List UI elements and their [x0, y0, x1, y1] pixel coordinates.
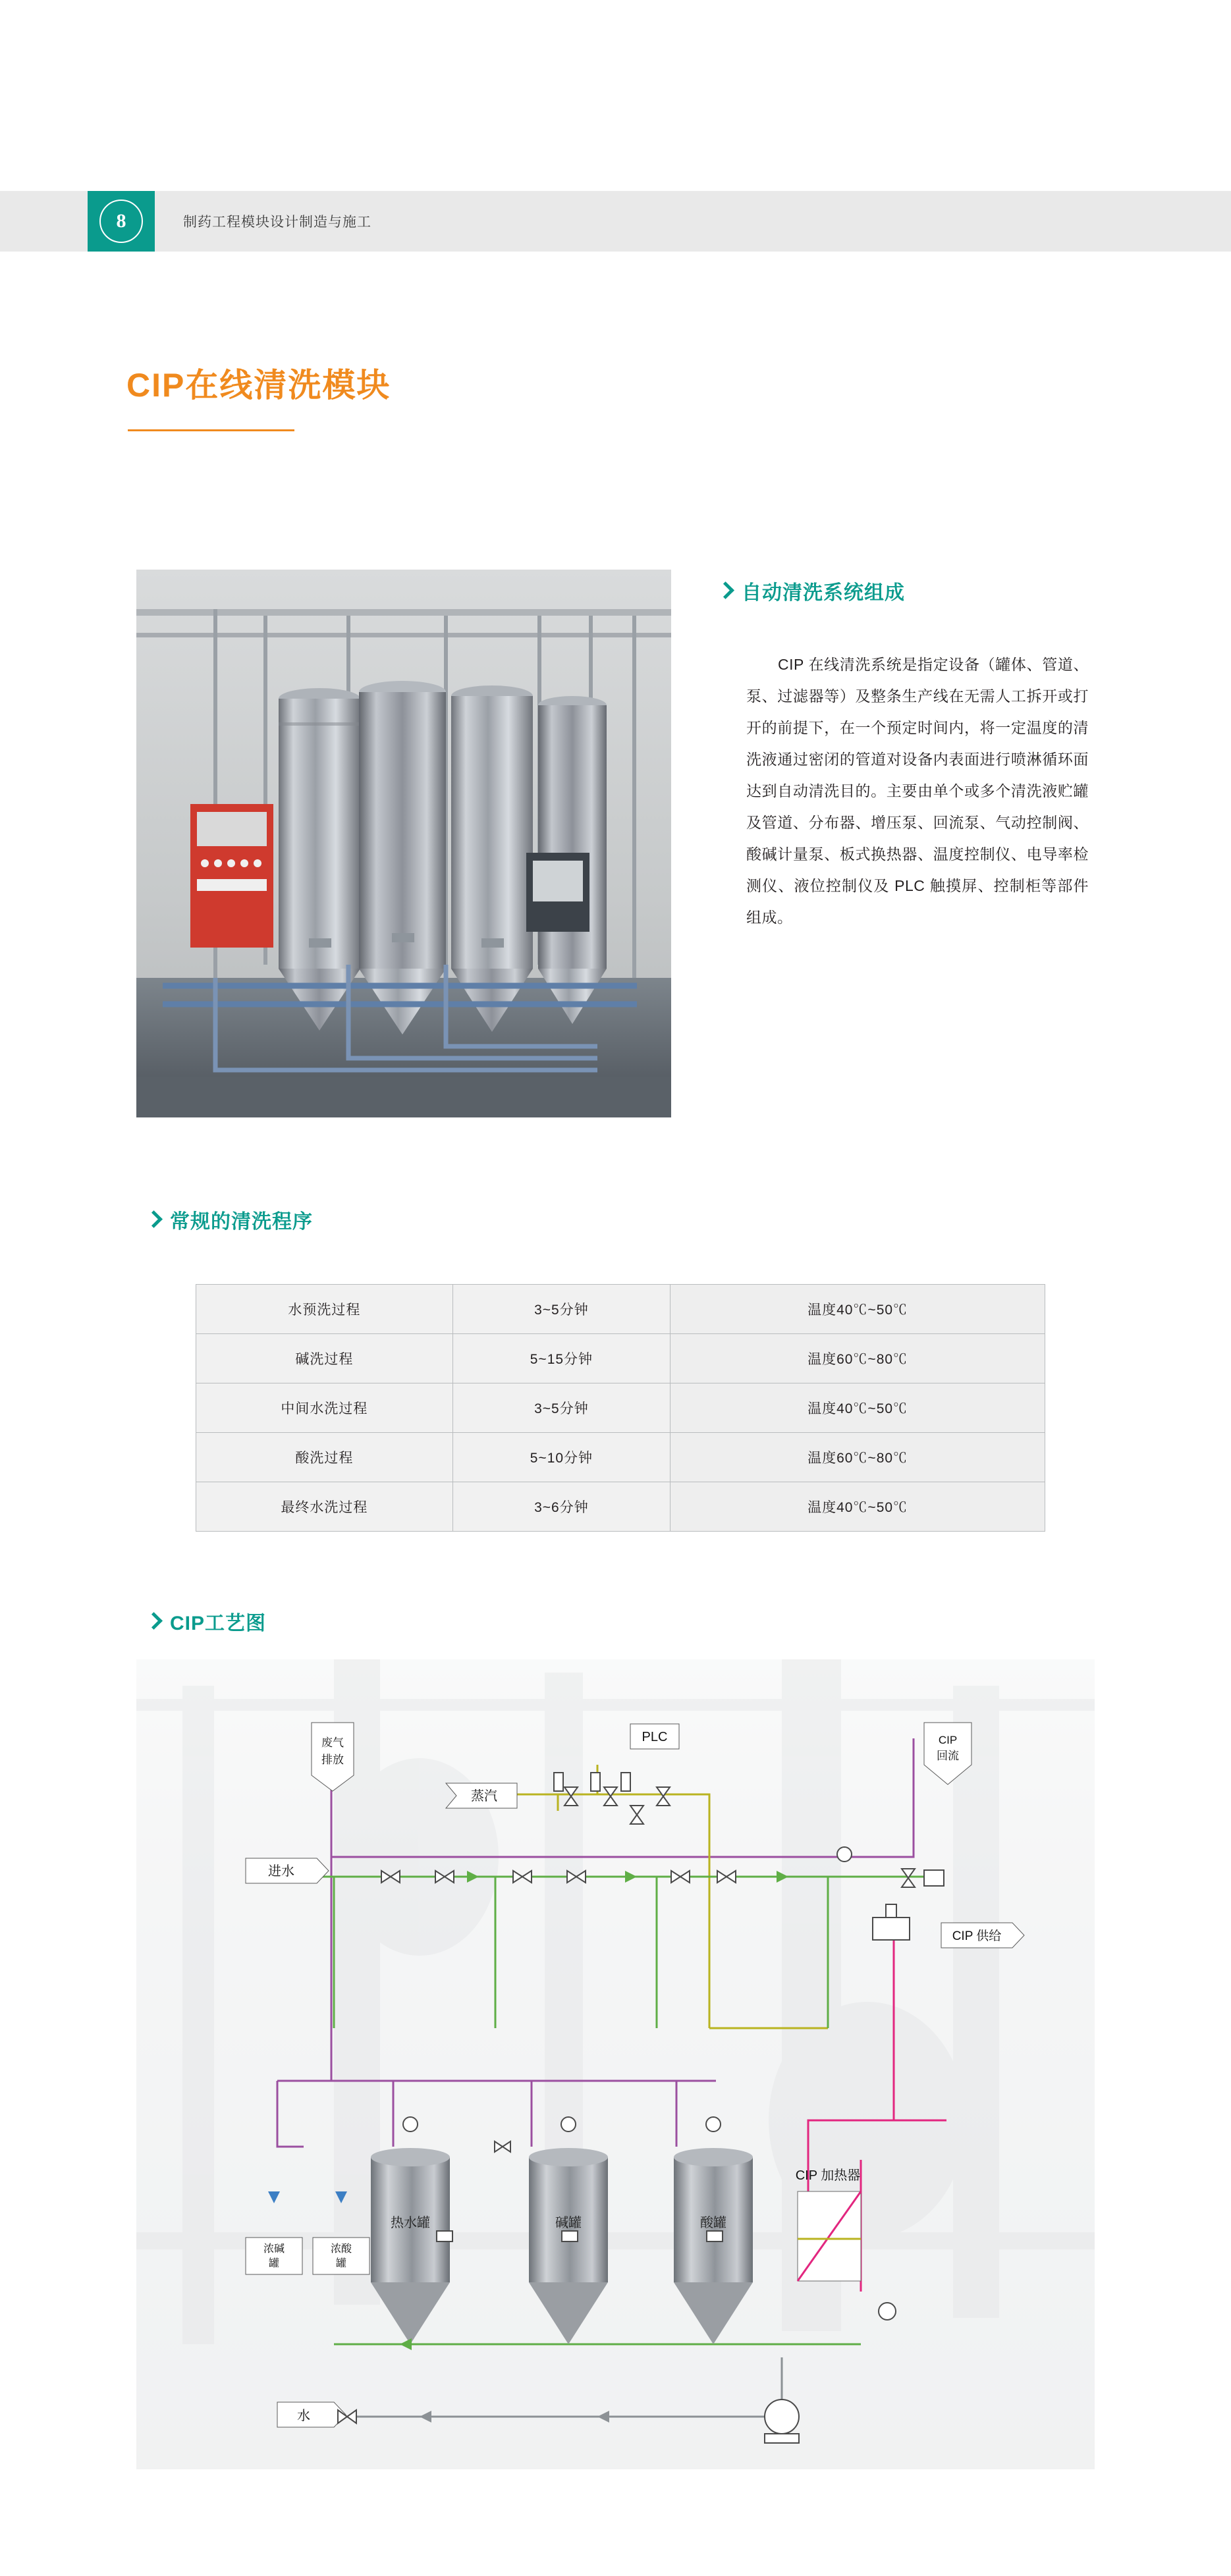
cell-step: 碱洗过程	[196, 1334, 453, 1383]
cell-time: 3~5分钟	[452, 1285, 670, 1334]
section-heading-flow-chart-label: CIP工艺图	[170, 1613, 267, 1634]
pump-icon	[765, 2400, 799, 2443]
section-heading-procedure-label: 常规的清洗程序	[170, 1211, 313, 1233]
svg-text:浓碱: 浓碱	[263, 2243, 285, 2255]
cell-temp: 温度60℃~80℃	[670, 1334, 1045, 1383]
svg-text:浓酸: 浓酸	[330, 2243, 352, 2255]
svg-text:CIP 供给: CIP 供给	[952, 1929, 1002, 1943]
svg-text:碱罐: 碱罐	[555, 2216, 582, 2230]
chevron-right-icon	[146, 1612, 159, 1630]
cip-equipment-photo	[136, 570, 671, 1117]
cell-step: 中间水洗过程	[196, 1383, 453, 1433]
cell-step: 酸洗过程	[196, 1433, 453, 1482]
svg-text:进水: 进水	[268, 1864, 294, 1879]
page-number: 8	[99, 200, 143, 243]
svg-text:水: 水	[297, 2409, 310, 2423]
table-row	[196, 1482, 1045, 1532]
chevron-right-icon	[718, 581, 731, 600]
svg-text:CIP 加热器: CIP 加热器	[795, 2168, 861, 2183]
photo-illustration	[136, 570, 671, 1117]
svg-text:排放: 排放	[321, 1754, 344, 1766]
svg-text:罐: 罐	[268, 2258, 280, 2269]
section-heading-auto-system-label: 自动清洗系统组成	[742, 582, 905, 604]
running-title: 制药工程模块设计制造与施工	[183, 215, 371, 230]
table-row	[196, 1285, 1045, 1334]
section-heading-flow-chart	[146, 1607, 266, 1636]
table-row	[196, 1334, 1045, 1383]
cell-temp: 温度60℃~80℃	[670, 1433, 1045, 1482]
label-water-in	[246, 1858, 329, 1883]
cell-temp: 温度40℃~50℃	[670, 1285, 1045, 1334]
label-plc	[630, 1724, 679, 1749]
svg-text:罐: 罐	[335, 2258, 347, 2269]
cell-step: 最终水洗过程	[196, 1482, 453, 1532]
label-conc-alkali	[246, 2238, 302, 2274]
page-number-tab-inner	[88, 191, 155, 252]
svg-text:回流: 回流	[937, 1750, 959, 1762]
cleaning-procedure-table-body	[196, 1285, 1045, 1532]
cell-time: 3~5分钟	[452, 1383, 670, 1433]
cell-time: 5~15分钟	[452, 1334, 670, 1383]
cip-process-flow-diagram	[136, 1659, 1095, 2469]
label-steam	[446, 1783, 517, 1808]
table-row	[196, 1383, 1045, 1433]
chevron-right-icon	[146, 1210, 159, 1229]
page-title: CIP在线清洗模块	[126, 367, 391, 404]
label-conc-acid	[313, 2238, 369, 2274]
svg-text:CIP: CIP	[938, 1734, 958, 1746]
label-water-inlet-bottom	[277, 2402, 346, 2427]
auto-system-body-text: CIP 在线清洗系统是指定设备（罐体、管道、泵、过滤器等）及整条生产线在无需人工拆开或打开的前提下，在一个预定时间内，将一定温度的清洗液通过密闭的管道对设备内表面进行喷淋循环面达到自动清洗目的。主要由单个或多个清洗液贮罐及管道、分布器、增压泵、回流泵、气动控制阀、酸碱计量泵、板式换热器、温度控制仪、电导率检测仪、液位控制仪及 PLC 触摸屏、控制柜等部件组成。	[746, 656, 1089, 926]
cleaning-procedure-table	[196, 1284, 1045, 1532]
svg-text:蒸汽: 蒸汽	[471, 1789, 497, 1804]
cell-temp: 温度40℃~50℃	[670, 1383, 1045, 1433]
flow-diagram-svg	[136, 1659, 1095, 2469]
section-heading-procedure	[146, 1205, 313, 1234]
svg-text:PLC: PLC	[642, 1730, 668, 1744]
section-heading-auto-system	[718, 576, 905, 605]
svg-text:酸罐: 酸罐	[700, 2216, 726, 2230]
cell-time: 3~6分钟	[452, 1482, 670, 1532]
label-cip-supply	[941, 1923, 1024, 1948]
cell-time: 5~10分钟	[452, 1433, 670, 1482]
page-number-tab	[88, 191, 155, 252]
svg-text:热水罐: 热水罐	[391, 2216, 430, 2230]
title-underline	[128, 429, 294, 431]
cell-step: 水预洗过程	[196, 1285, 453, 1334]
table-row	[196, 1433, 1045, 1482]
cell-temp: 温度40℃~50℃	[670, 1482, 1045, 1532]
svg-text:废气: 废气	[321, 1736, 344, 1749]
